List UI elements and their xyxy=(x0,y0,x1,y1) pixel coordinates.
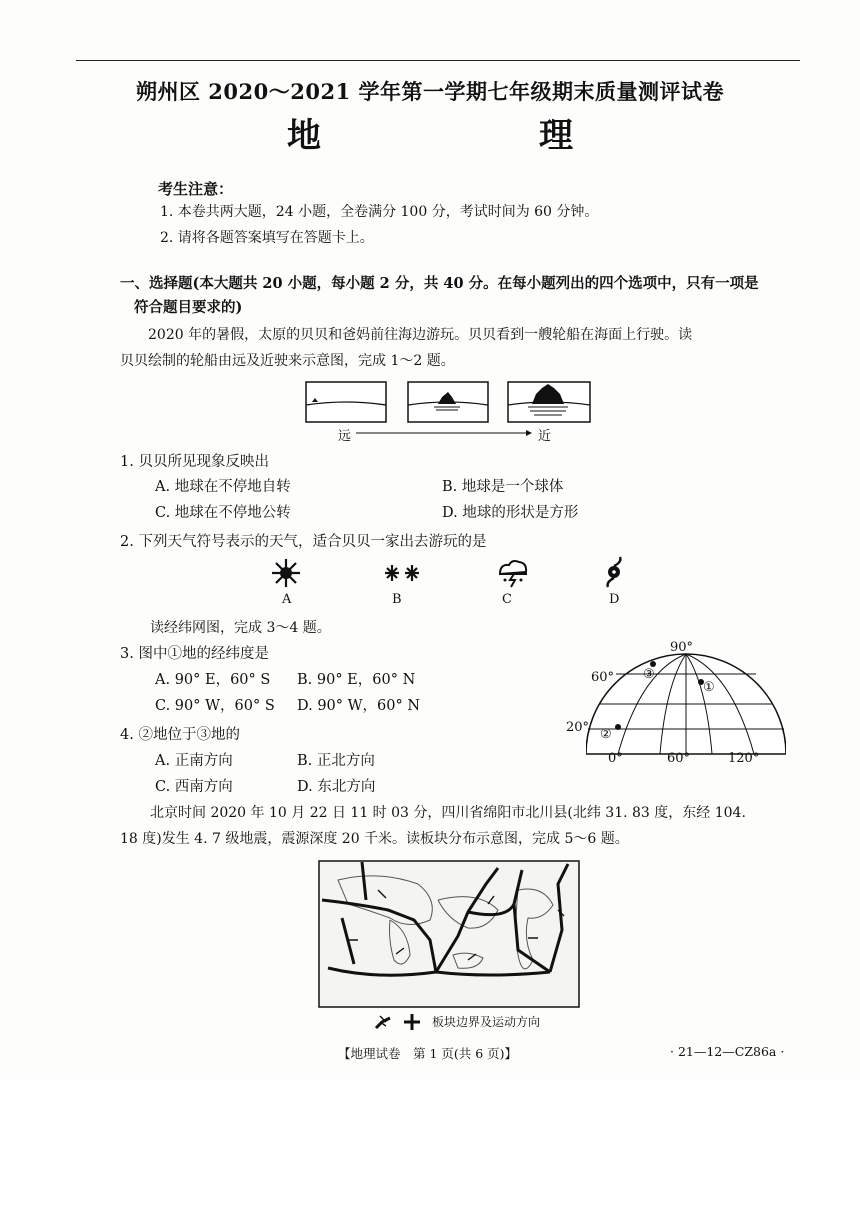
grid-point-3: ③ xyxy=(643,667,655,682)
q3-option-a: A. 90° E，60° S xyxy=(155,672,271,688)
passage2-line1: 北京时间 2020 年 10 月 22 日 11 时 03 分，四川省绵阳市北川县(北纬 31. 83 度，东经 104. xyxy=(150,805,746,821)
typhoon-icon xyxy=(602,556,626,588)
grid-label-60n: 60° xyxy=(591,670,615,685)
q2-stem: 2. 下列天气符号表示的天气，适合贝贝一家出去游玩的是 xyxy=(120,534,487,550)
q4-option-b: B. 正北方向 xyxy=(297,753,375,769)
q4-option-d: D. 东北方向 xyxy=(297,779,376,795)
q2-label-a: A xyxy=(282,592,292,607)
q4-option-a: A. 正南方向 xyxy=(155,753,233,769)
q3-option-b: B. 90° E，60° N xyxy=(297,672,416,688)
top-rule xyxy=(76,60,800,61)
section-heading xyxy=(120,272,780,320)
q1-option-a: A. 地球在不停地自转 xyxy=(155,479,291,495)
plate-legend-icon xyxy=(372,1012,426,1032)
q2-label-b: B xyxy=(392,592,402,607)
ship-panel-far xyxy=(306,382,386,422)
q3-option-d: D. 90° W，60° N xyxy=(297,698,421,714)
footer-page-info: 【地理试卷 第 1 页(共 6 页)】 xyxy=(338,1046,518,1061)
passage1-line1: 2020 年的暑假，太原的贝贝和爸妈前往海边游玩。贝贝看到一艘轮船在海面上行驶。读 xyxy=(148,327,693,343)
q1-stem: 1. 贝贝所见现象反映出 xyxy=(120,454,269,470)
exam-title: 朔州区 2020～2021 学年第一学期七年级期末质量测评试卷 xyxy=(135,79,724,104)
section-heading-line1: 一、选择题(本大题共 20 小题，每小题 2 分，共 40 分。在每小题列出的四个选项中，只有一项是 xyxy=(120,275,759,292)
subject-title: 地 理 xyxy=(287,116,623,156)
ship-panel-near xyxy=(508,382,590,422)
snow-icon xyxy=(382,562,422,584)
plate-map xyxy=(318,860,580,1008)
grid-label-0: 0° xyxy=(608,751,623,766)
notice-heading: 考生注意： xyxy=(158,180,234,198)
grid-point-1: ① xyxy=(703,680,715,695)
q3-option-c: C. 90° W，60° S xyxy=(155,698,275,714)
q3-stem: 3. 图中①地的经纬度是 xyxy=(120,646,269,662)
notice-item-1: 1. 本卷共两大题，24 小题，全卷满分 100 分，考试时间为 60 分钟。 xyxy=(160,204,599,220)
intro-q3-4: 读经纬网图，完成 3～4 题。 xyxy=(150,620,331,636)
near-label: 近 xyxy=(538,429,552,444)
q1-option-c: C. 地球在不停地公转 xyxy=(155,505,291,521)
far-label: 远 xyxy=(338,429,352,444)
q1-option-d: D. 地球的形状是方形 xyxy=(442,505,579,521)
grid-point-2: ② xyxy=(600,727,612,742)
q1-option-b: B. 地球是一个球体 xyxy=(442,479,564,495)
q4-option-c: C. 西南方向 xyxy=(155,779,233,795)
passage1-line2: 贝贝绘制的轮船由远及近驶来示意图，完成 1～2 题。 xyxy=(120,353,455,369)
footer-code: · 21—12—CZ86a · xyxy=(670,1044,785,1059)
grid-label-60e: 60° xyxy=(667,751,691,766)
notice-item-2: 2. 请将各题答案填写在答题卡上。 xyxy=(160,230,374,246)
grid-label-90n: 90° xyxy=(670,640,694,655)
graticule-figure xyxy=(586,644,786,759)
sunny-icon xyxy=(268,558,304,588)
q2-label-c: C xyxy=(502,592,512,607)
q4-stem: 4. ②地位于③地的 xyxy=(120,727,240,743)
q2-label-d: D xyxy=(609,592,620,607)
grid-label-120e: 120° xyxy=(728,751,760,766)
section-heading-line2: 符合题目要求的) xyxy=(134,299,243,316)
passage2-line2: 18 度)发生 4. 7 级地震，震源深度 20 千米。读板块分布示意图，完成 5～6 题。 xyxy=(120,831,629,847)
thundershower-icon xyxy=(496,558,530,588)
plate-legend-label: 板块边界及运动方向 xyxy=(432,1015,541,1029)
ship-panel-middle xyxy=(408,382,488,422)
grid-label-20n: 20° xyxy=(566,720,590,735)
